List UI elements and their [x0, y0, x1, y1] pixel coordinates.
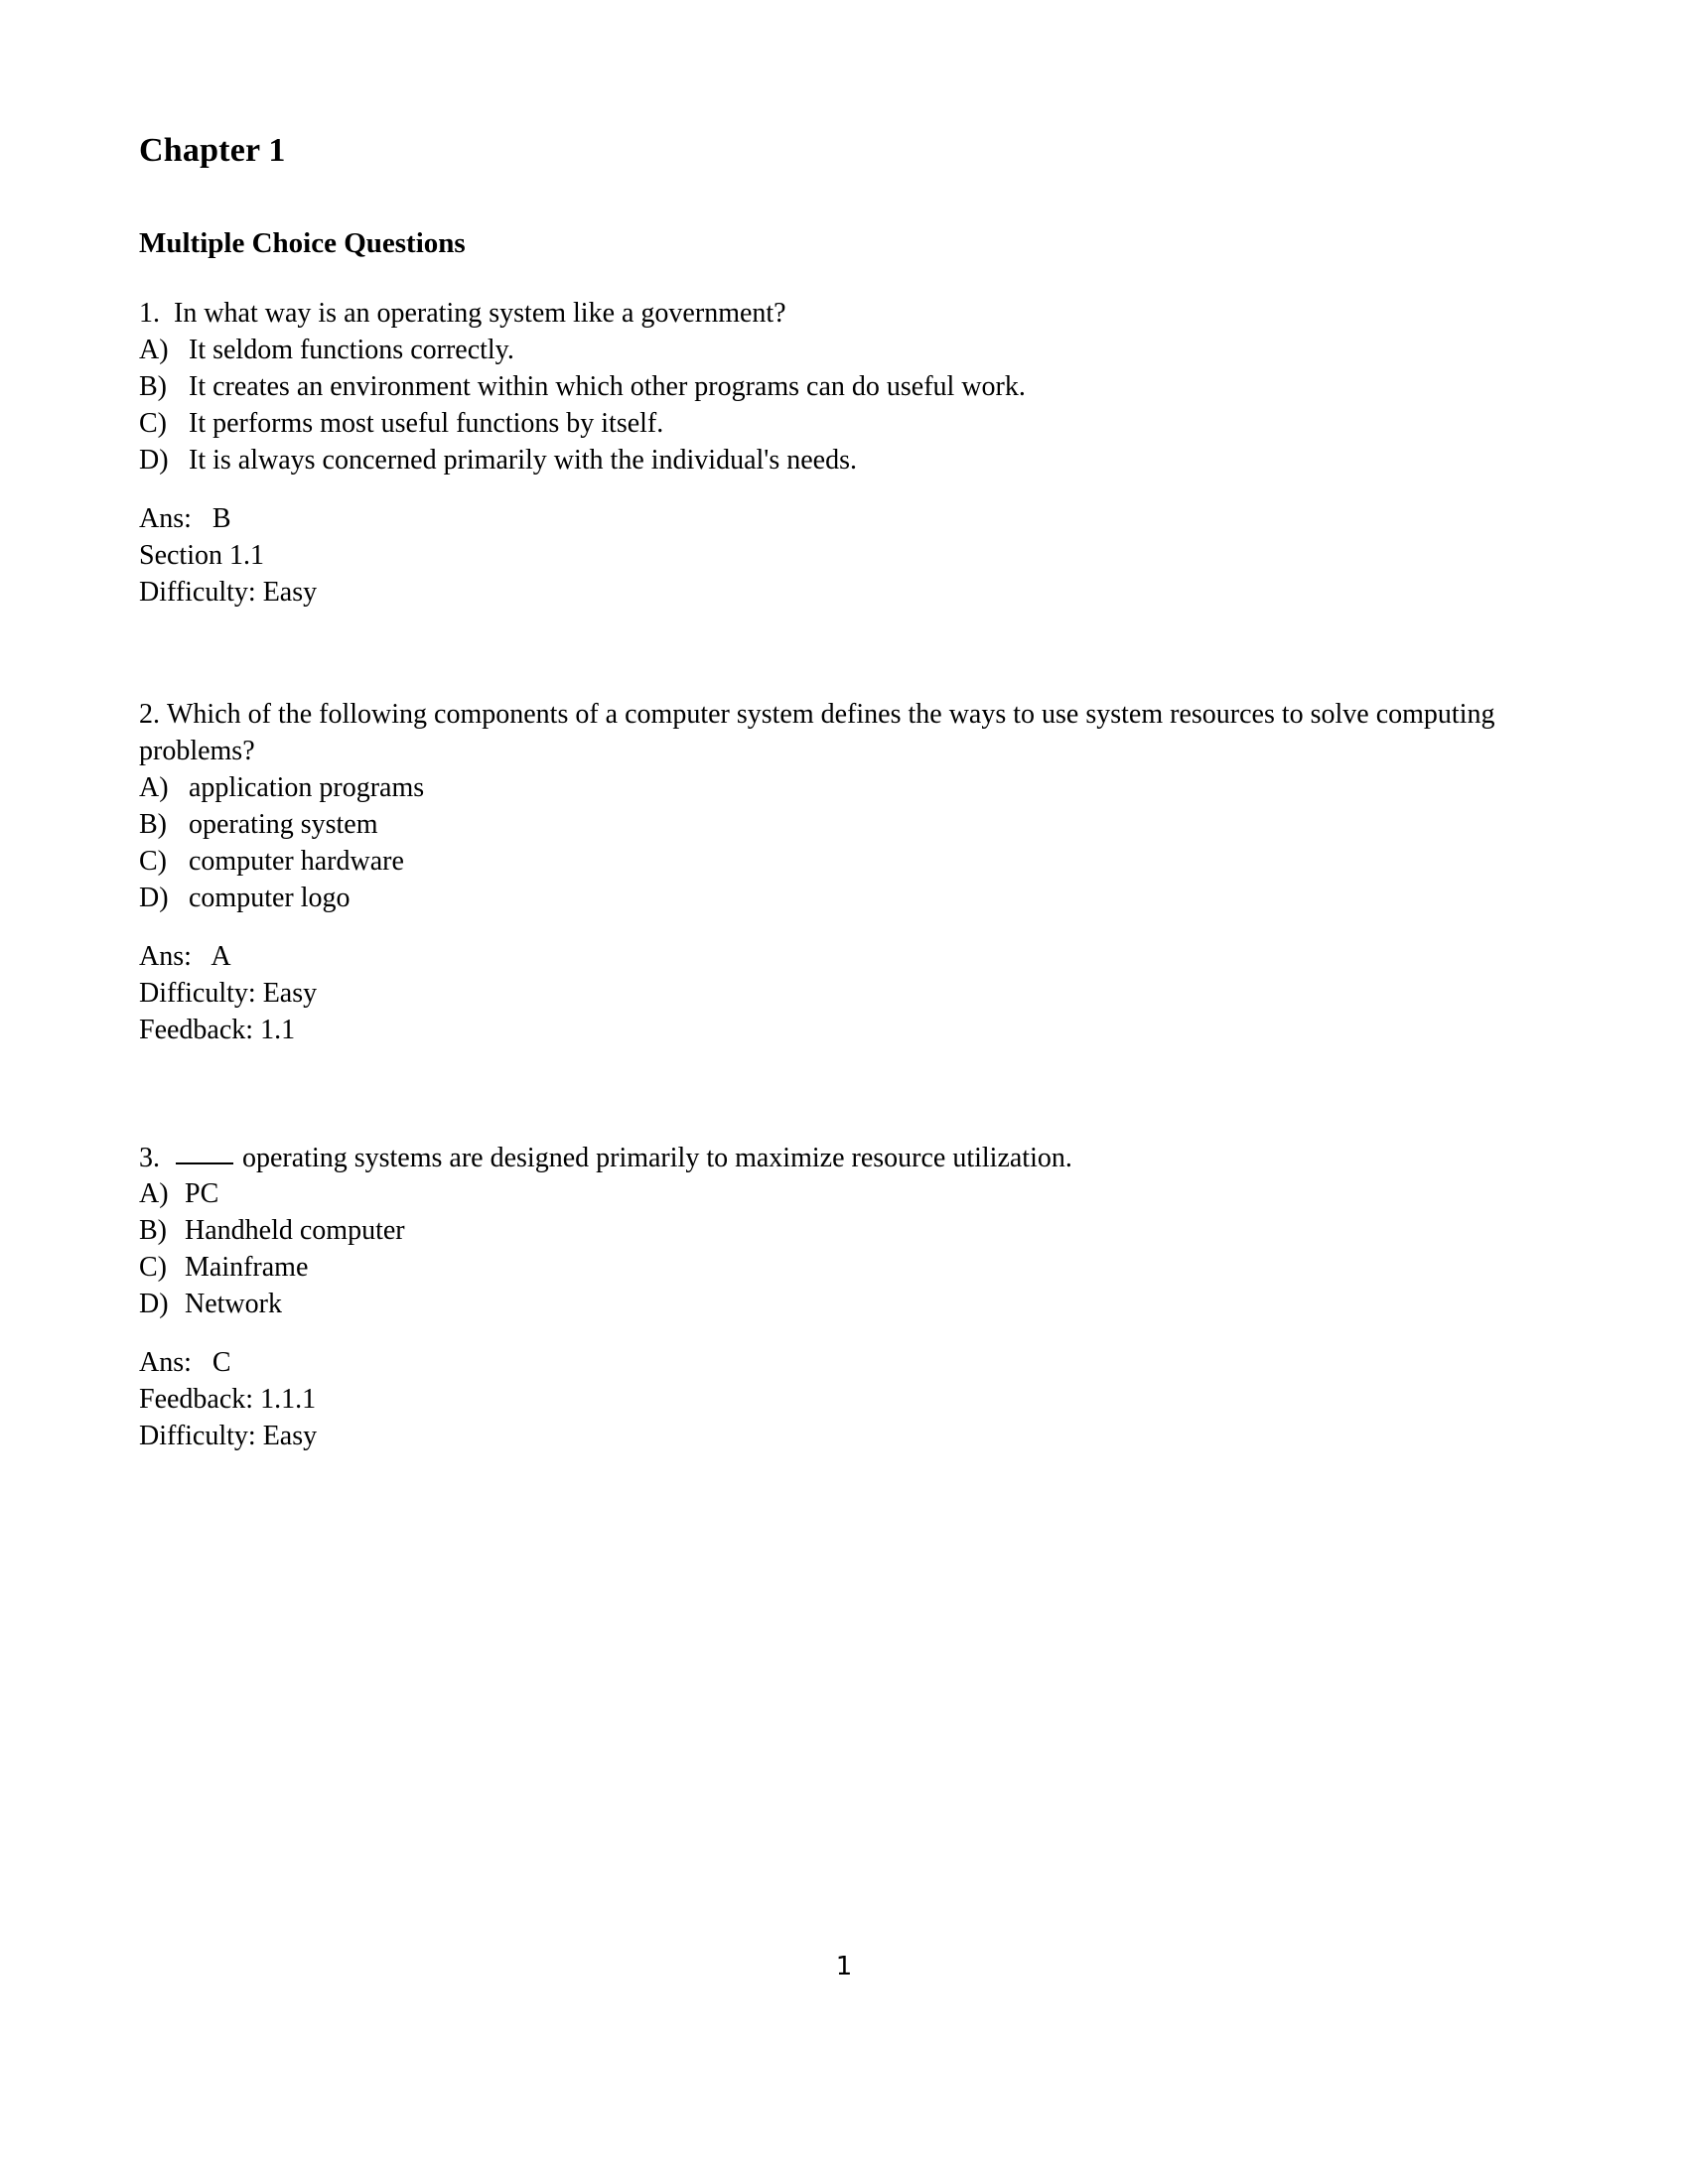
difficulty-line: Difficulty: Easy — [139, 1421, 318, 1452]
option-list-3 — [139, 1176, 1549, 1323]
question-block-1 — [139, 296, 1549, 612]
spacer — [139, 612, 1549, 667]
spacer — [139, 1323, 1549, 1345]
option-text: It performs most useful functions by itself. — [189, 408, 664, 440]
option-row[interactable] — [139, 881, 1549, 917]
option-row[interactable] — [139, 1250, 1549, 1287]
difficulty-line: Difficulty: Easy — [139, 977, 318, 1009]
difficulty-line: Difficulty: Easy — [139, 577, 318, 608]
option-text: It seldom functions correctly. — [189, 335, 514, 366]
question-block-2 — [139, 697, 1549, 1049]
spacer — [139, 667, 1549, 697]
option-row[interactable] — [139, 807, 1549, 844]
option-letter: D) — [139, 882, 169, 913]
question-stem-1 — [139, 296, 1549, 333]
option-letter: A) — [139, 1178, 169, 1210]
option-row[interactable] — [139, 406, 1549, 443]
fill-in-blank — [176, 1162, 233, 1164]
option-letter: D) — [139, 1289, 169, 1320]
spacer — [139, 171, 1549, 226]
spacer — [139, 1105, 1549, 1141]
option-list-2 — [139, 770, 1549, 917]
question-stem-2 — [139, 697, 1549, 770]
option-letter: C) — [139, 845, 167, 877]
question-text-3: operating systems are designed primarily to maximize resource utilization. — [242, 1142, 1072, 1173]
question-text-1: In what way is an operating system like a government? — [174, 298, 786, 330]
option-text: application programs — [189, 771, 425, 803]
option-letter: C) — [139, 408, 167, 440]
question-stem-3 — [139, 1141, 1549, 1177]
option-text: Mainframe — [185, 1252, 309, 1284]
question-number-1: 1. — [139, 298, 160, 330]
answer-meta-1 — [139, 501, 1549, 612]
question-number-3: 3. — [139, 1142, 160, 1173]
answer-line: Ans: C — [139, 1347, 231, 1379]
option-letter: D) — [139, 445, 169, 477]
option-list-1 — [139, 333, 1549, 479]
option-row[interactable] — [139, 844, 1549, 881]
section-heading: Multiple Choice Questions — [139, 227, 466, 260]
spacer — [139, 917, 1549, 939]
spacer — [139, 1049, 1549, 1105]
option-text: operating system — [189, 808, 378, 840]
option-row[interactable] — [139, 1213, 1549, 1250]
spacer — [139, 479, 1549, 501]
page-number: 1 — [835, 1952, 853, 1981]
spacer — [139, 260, 1549, 296]
answer-meta-3 — [139, 1345, 1549, 1455]
option-row[interactable] — [139, 1287, 1549, 1323]
answer-line: Ans: A — [139, 940, 231, 972]
feedback-line: Feedback: 1.1.1 — [139, 1384, 317, 1416]
question-text-2: Which of the following components of a computer system defines the ways to use system resources to solve computing problems? — [139, 698, 1495, 766]
option-row[interactable] — [139, 369, 1549, 406]
option-text: PC — [185, 1178, 219, 1210]
option-text: It is always concerned primarily with the individual's needs. — [189, 445, 857, 477]
question-block-3 — [139, 1141, 1549, 1456]
feedback-line: Feedback: 1.1 — [139, 1014, 296, 1045]
option-row[interactable] — [139, 333, 1549, 369]
option-letter: B) — [139, 1215, 167, 1247]
page-title: Chapter 1 — [139, 132, 286, 169]
page-content — [139, 131, 1549, 1455]
option-row[interactable] — [139, 1176, 1549, 1213]
option-letter: B) — [139, 371, 167, 403]
question-number-2: 2. — [139, 698, 160, 730]
section-line: Section 1.1 — [139, 540, 264, 572]
option-text: It creates an environment within which other programs can do useful work. — [189, 371, 1026, 403]
option-letter: C) — [139, 1252, 167, 1284]
option-text: computer hardware — [189, 845, 404, 877]
option-text: Network — [185, 1289, 282, 1320]
option-row[interactable] — [139, 443, 1549, 479]
answer-line: Ans: B — [139, 503, 231, 535]
option-letter: B) — [139, 808, 167, 840]
option-text: Handheld computer — [185, 1215, 405, 1247]
option-text: computer logo — [189, 882, 351, 913]
answer-meta-2 — [139, 939, 1549, 1049]
option-letter: A) — [139, 771, 169, 803]
option-letter: A) — [139, 335, 169, 366]
option-row[interactable] — [139, 770, 1549, 807]
